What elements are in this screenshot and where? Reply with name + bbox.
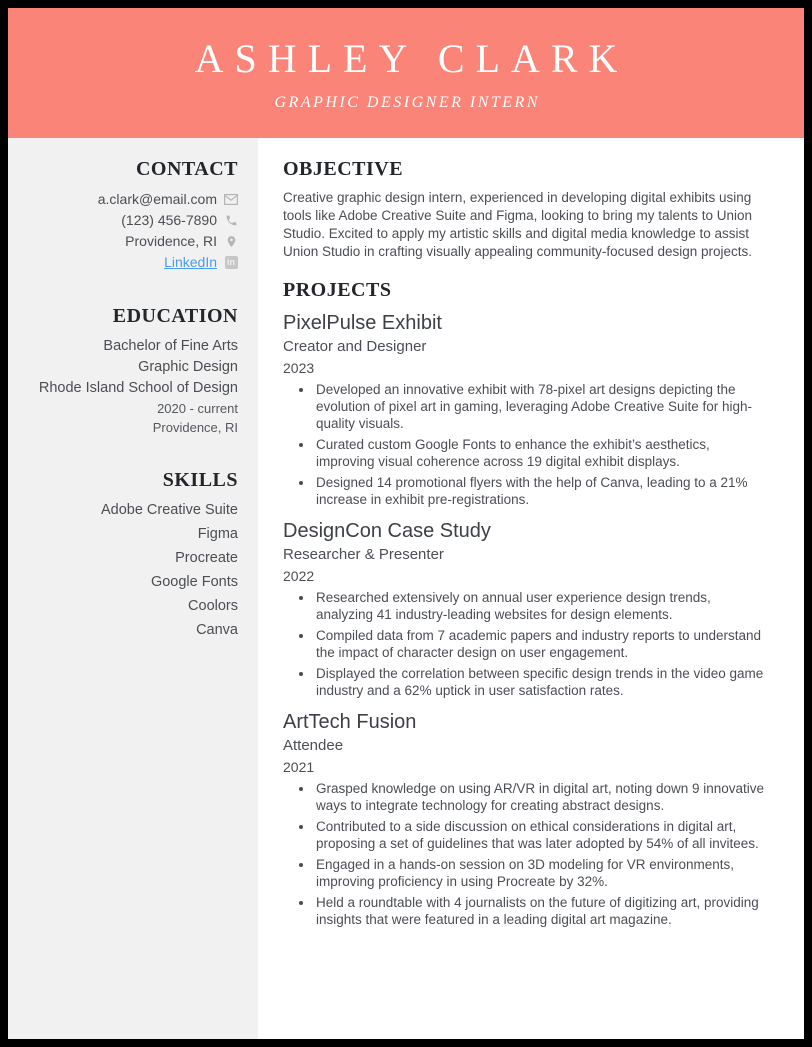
phone-icon xyxy=(224,214,238,228)
project-bullet-list xyxy=(283,381,766,508)
skill-item: Adobe Creative Suite xyxy=(100,502,238,518)
education-dates: 2020 - current xyxy=(157,401,238,416)
objective-heading: OBJECTIVE xyxy=(283,158,404,180)
linkedin-icon: in xyxy=(224,256,238,270)
project-designcon xyxy=(283,518,766,699)
education-heading: EDUCATION xyxy=(112,305,238,327)
project-title: PixelPulse Exhibit xyxy=(283,312,442,334)
project-title: ArtTech Fusion xyxy=(283,711,417,733)
contact-email: a.clark@email.com xyxy=(97,191,217,207)
project-arttech xyxy=(283,709,766,928)
project-bullet: • Contributed to a side discussion on ethical considerations in digital art, proposing a set of guidelines that was later adopted by 54% of all invitees. xyxy=(314,818,766,852)
project-pixelpulse xyxy=(283,310,766,508)
contact-phone-row xyxy=(34,210,238,231)
project-year: 2023 xyxy=(283,360,315,376)
project-bullet: • Grasped knowledge on using AR/VR in digital art, noting down 9 innovative ways to integrate technology for creating abstract designs. xyxy=(314,780,766,814)
envelope-icon xyxy=(224,193,238,207)
project-bullet: • Curated custom Google Fonts to enhance the exhibit’s aesthetics, improving visual coherence across 19 digital exhibit displays. xyxy=(314,436,766,470)
project-year: 2021 xyxy=(283,759,315,775)
contact-heading: CONTACT xyxy=(135,158,238,180)
project-year: 2022 xyxy=(283,568,315,584)
projects-heading: PROJECTS xyxy=(283,279,392,301)
skill-item: Coolors xyxy=(188,598,238,614)
skill-item: Procreate xyxy=(175,550,238,566)
projects-section xyxy=(283,279,766,928)
contact-email-row xyxy=(34,189,238,210)
skill-item: Google Fonts xyxy=(150,574,238,590)
resume-body xyxy=(8,138,804,1039)
project-bullet: • Engaged in a hands-on session on 3D modeling for VR environments, improving proficiency in using Procreate by 32%. xyxy=(314,856,766,890)
education-location: Providence, RI xyxy=(152,420,238,435)
objective-section xyxy=(283,158,766,261)
resume-header xyxy=(8,8,804,138)
linkedin-link[interactable]: LinkedIn xyxy=(164,254,217,270)
project-role: Attendee xyxy=(283,737,344,754)
contact-linkedin-row xyxy=(34,252,238,273)
education-degree: Bachelor of Fine Arts xyxy=(103,338,238,354)
skill-item: Canva xyxy=(196,622,238,638)
project-bullet: • Displayed the correlation between specific design trends in the video game industry and a 62% uptick in user satisfaction rates. xyxy=(314,665,766,699)
education-major: Graphic Design xyxy=(138,359,238,375)
skills-heading: SKILLS xyxy=(162,469,238,491)
sidebar xyxy=(8,138,258,1039)
contact-location-row xyxy=(34,231,238,252)
project-bullet: • Compiled data from 7 academic papers and industry reports to understand the impact of character design on user engagement. xyxy=(314,627,766,661)
candidate-name: ASHLEY CLARK xyxy=(194,35,629,81)
contact-location: Providence, RI xyxy=(125,233,217,249)
skill-item: Figma xyxy=(197,526,238,542)
project-title: DesignCon Case Study xyxy=(283,520,491,542)
project-bullet-list xyxy=(283,780,766,928)
project-bullet: • Researched extensively on annual user experience design trends, analyzing 41 industry-leading websites for design elements. xyxy=(314,589,766,623)
location-pin-icon xyxy=(224,235,238,249)
project-bullet: • Designed 14 promotional flyers with the help of Canva, leading to a 21% increase in exhibit pre-registrations. xyxy=(314,474,766,508)
objective-text: Creative graphic design intern, experienced in developing digital exhibits using tools like Adobe Creative Suite and Figma, looking to bring my talents to Union Studio. Excited to apply my artistic skills and digital media knowledge to assist Union Studio in crafting visually appealing community-focused design projects. xyxy=(283,190,753,259)
contact-phone: (123) 456-7890 xyxy=(121,212,217,228)
project-bullet: • Held a roundtable with 4 journalists on the future of digitizing art, providing insights that were featured in a leading digital art magazine. xyxy=(314,894,766,928)
project-bullet: • Developed an innovative exhibit with 78-pixel art designs depicting the evolution of pixel art in gaming, leveraging Adobe Creative Suite for high-quality visuals. xyxy=(314,381,766,432)
project-role: Creator and Designer xyxy=(283,338,427,355)
candidate-job-title: GRAPHIC DESIGNER INTERN xyxy=(274,93,540,111)
education-school: Rhode Island School of Design xyxy=(38,380,238,396)
project-role: Researcher & Presenter xyxy=(283,546,444,563)
resume-sheet xyxy=(8,8,804,1039)
main-content xyxy=(258,138,804,1039)
project-bullet-list xyxy=(283,589,766,699)
